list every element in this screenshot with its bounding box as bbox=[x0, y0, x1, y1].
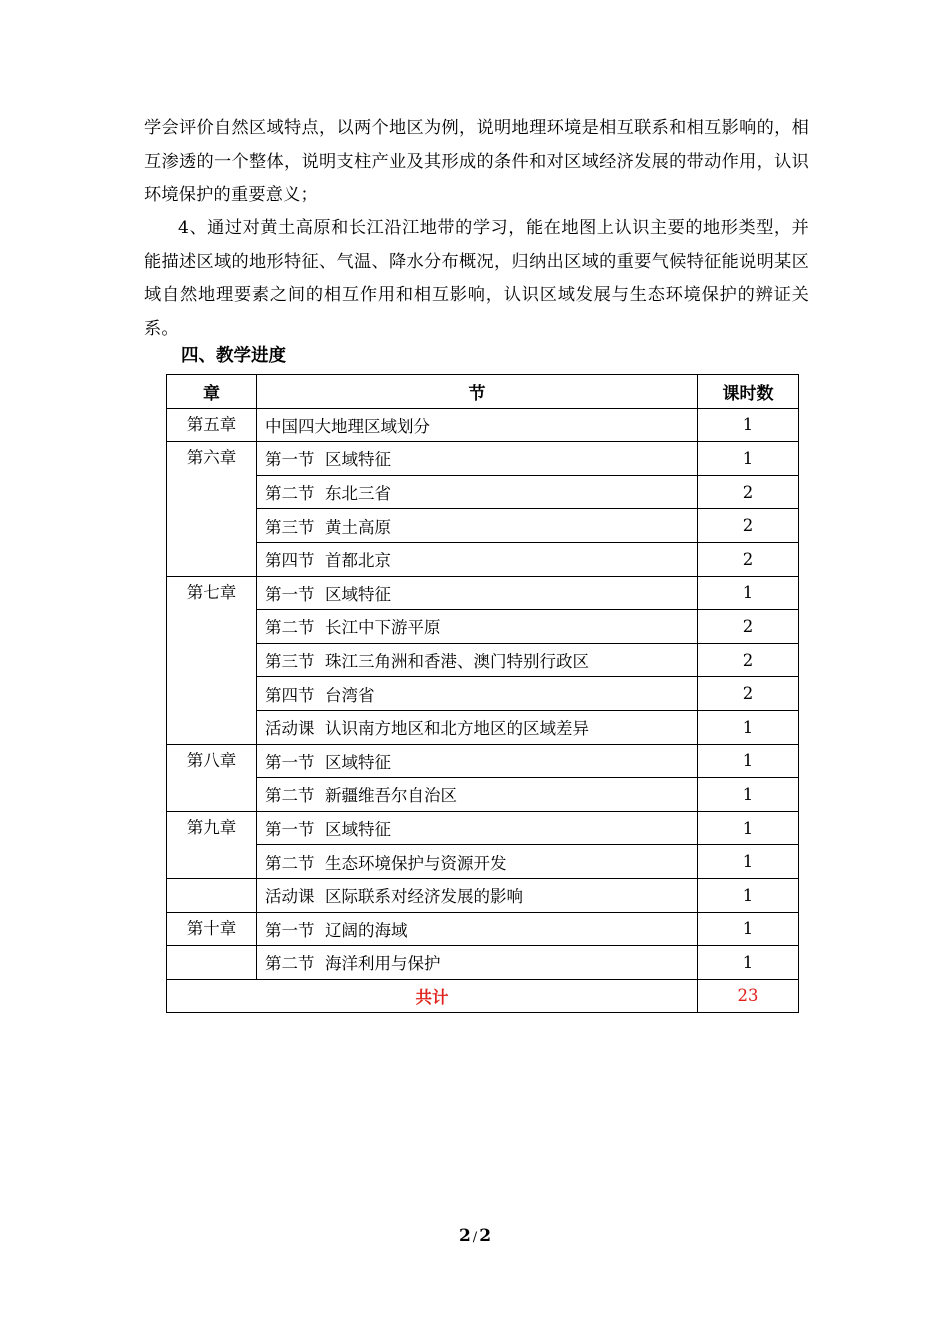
table-row bbox=[167, 509, 799, 543]
table-row bbox=[167, 946, 799, 980]
table-row bbox=[167, 912, 799, 946]
table-header-row bbox=[167, 375, 799, 409]
hours-cell: 1 bbox=[698, 408, 799, 442]
table-row bbox=[167, 811, 799, 845]
table-row bbox=[167, 710, 799, 744]
table-row bbox=[167, 845, 799, 879]
hours-cell: 1 bbox=[698, 811, 799, 845]
table-row bbox=[167, 442, 799, 476]
page-number bbox=[0, 1226, 950, 1246]
chapter-cell bbox=[167, 408, 257, 442]
section-cell: 第二节 长江中下游平原 bbox=[257, 610, 698, 644]
hours-cell: 1 bbox=[698, 912, 799, 946]
section-cell: 第二节 东北三省 bbox=[257, 475, 698, 509]
hours-cell: 2 bbox=[698, 643, 799, 677]
header-hours: 课时数 bbox=[698, 375, 799, 409]
section-cell: 第一节 区域特征 bbox=[257, 576, 698, 610]
chapter-label: 第八章 bbox=[186, 750, 237, 770]
table-row bbox=[167, 677, 799, 711]
paragraph-1: 学会评价自然区域特点，以两个地区为例，说明地理环境是相互联系和相互影响的，相互渗透的一个整体，说明支柱产业及其形成的条件和对区域经济发展的带动作用，认识环境保护的重要意义； bbox=[144, 118, 809, 205]
table-row bbox=[167, 778, 799, 812]
hours-cell: 2 bbox=[698, 509, 799, 543]
table-row bbox=[167, 610, 799, 644]
total-row bbox=[167, 979, 799, 1013]
table-row bbox=[167, 643, 799, 677]
hours-cell: 1 bbox=[698, 946, 799, 980]
section-cell: 中国四大地理区域划分 bbox=[257, 408, 698, 442]
page-separator: / bbox=[472, 1230, 478, 1245]
teaching-schedule-table bbox=[166, 374, 799, 1013]
hours-cell: 2 bbox=[698, 610, 799, 644]
hours-cell: 1 bbox=[698, 778, 799, 812]
page-current: 2 bbox=[458, 1226, 471, 1246]
hours-cell: 1 bbox=[698, 744, 799, 778]
chapter-label: 第五章 bbox=[186, 414, 237, 434]
section-cell: 第二节 生态环境保护与资源开发 bbox=[257, 845, 698, 879]
section-cell: 第一节 区域特征 bbox=[257, 811, 698, 845]
chapter-cell bbox=[167, 878, 257, 912]
chapter-label: 第七章 bbox=[186, 582, 237, 602]
section-cell: 第一节 区域特征 bbox=[257, 744, 698, 778]
section-cell: 第二节 新疆维吾尔自治区 bbox=[257, 778, 698, 812]
section-cell: 第二节 海洋利用与保护 bbox=[257, 946, 698, 980]
total-label: 共计 bbox=[167, 979, 698, 1013]
table-row bbox=[167, 576, 799, 610]
section-cell: 第三节 黄土高原 bbox=[257, 509, 698, 543]
table-row bbox=[167, 408, 799, 442]
header-section: 节 bbox=[257, 375, 698, 409]
hours-cell: 1 bbox=[698, 710, 799, 744]
hours-cell: 2 bbox=[698, 475, 799, 509]
hours-cell: 1 bbox=[698, 878, 799, 912]
page-total: 2 bbox=[479, 1226, 492, 1246]
table-row bbox=[167, 878, 799, 912]
table-row bbox=[167, 542, 799, 576]
section-heading: 四、教学进度 bbox=[181, 346, 286, 366]
chapter-cell bbox=[167, 744, 257, 811]
chapter-cell bbox=[167, 576, 257, 744]
section-cell: 活动课 区际联系对经济发展的影响 bbox=[257, 878, 698, 912]
section-cell: 第一节 区域特征 bbox=[257, 442, 698, 476]
chapter-label: 第十章 bbox=[186, 918, 237, 938]
hours-cell: 1 bbox=[698, 576, 799, 610]
section-cell: 活动课 认识南方地区和北方地区的区域差异 bbox=[257, 710, 698, 744]
chapter-cell bbox=[167, 912, 257, 946]
hours-cell: 1 bbox=[698, 442, 799, 476]
section-cell: 第一节 辽阔的海域 bbox=[257, 912, 698, 946]
section-cell: 第四节 首都北京 bbox=[257, 542, 698, 576]
chapter-label: 第九章 bbox=[186, 817, 237, 837]
header-chapter: 章 bbox=[167, 375, 257, 409]
total-value: 23 bbox=[698, 979, 799, 1013]
hours-cell: 2 bbox=[698, 542, 799, 576]
section-cell: 第三节 珠江三角洲和香港、澳门特别行政区 bbox=[257, 643, 698, 677]
chapter-cell bbox=[167, 946, 257, 980]
hours-cell: 2 bbox=[698, 677, 799, 711]
chapter-label: 第六章 bbox=[186, 448, 237, 468]
chapter-cell bbox=[167, 811, 257, 878]
section-cell: 第四节 台湾省 bbox=[257, 677, 698, 711]
table-row bbox=[167, 475, 799, 509]
table-row bbox=[167, 744, 799, 778]
chapter-cell bbox=[167, 442, 257, 576]
hours-cell: 1 bbox=[698, 845, 799, 879]
paragraph-2: 4、通过对黄土高原和长江沿江地带的学习，能在地图上认识主要的地形类型，并能描述区域的地形特征、气温、降水分布概况，归纳出区域的重要气候特征能说明某区域自然地理要素之间的相互作用和相互影响，认识区域发展与生态环境保护的辨证关系。 bbox=[144, 218, 809, 339]
